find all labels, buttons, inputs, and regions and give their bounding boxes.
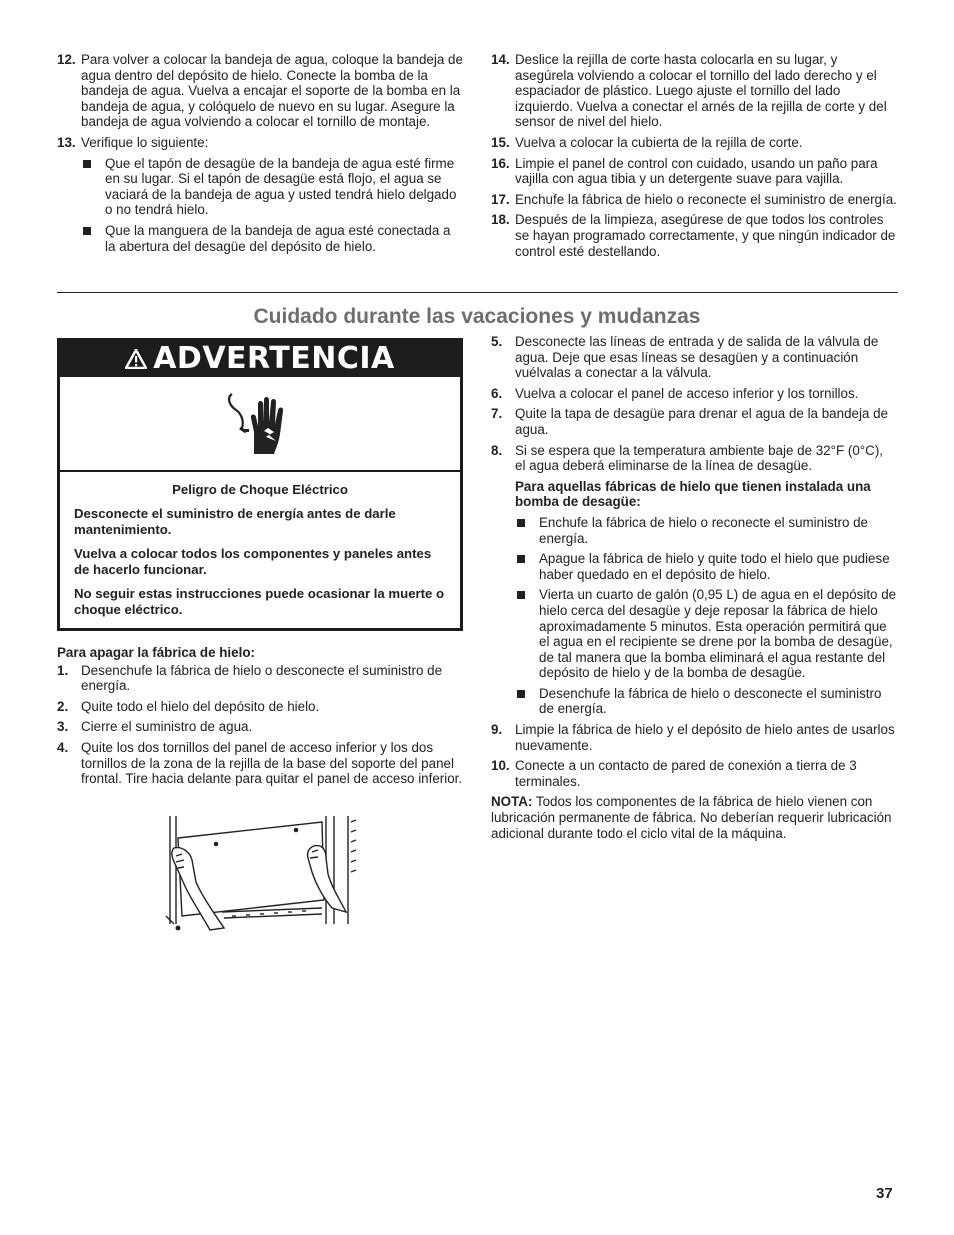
step-text: Después de la limpieza, asegúrese de que todos los controles se hayan programado correctamente, y que ningún indicador de control esté destellando. [515, 212, 896, 259]
list-item [57, 156, 463, 218]
step-number: 3. [57, 719, 69, 735]
warning-header [60, 341, 460, 377]
step-number: 9. [491, 722, 503, 738]
step-number: 1. [57, 662, 69, 678]
step-12 [57, 52, 463, 130]
bullet-text: Vierta un cuarto de galón (0,95 L) de agua en el depósito de hielo cerca del desagüe y deje reposar la fábrica de hielo aproximadamente 5 minutos. Esta operación permitirá que el agua en el recipiente se drene por la bomba de desagüe, de tal manera que la bomba eliminará el agua restante del depósito de hielo y de la bomba de desagüe. [539, 587, 897, 681]
step-text: Limpie el panel de control con cuidado, usando un paño para vajilla con agua tibia y un detergente suave para vajilla. [515, 155, 878, 187]
step-text: Desenchufe la fábrica de hielo o desconecte el suministro de energía. [81, 662, 443, 694]
right-column-lower [491, 334, 897, 841]
step-4 [57, 740, 463, 787]
step-number: 17. [491, 191, 510, 207]
note-label: NOTA: [491, 794, 533, 810]
list-item [491, 551, 897, 582]
warning-caption: Peligro de Choque Eléctrico [172, 482, 348, 497]
step-text: Quite la tapa de desagüe para drenar el agua de la bandeja de agua. [515, 406, 888, 437]
step-6 [491, 386, 897, 402]
section-title: Cuidado durante las vacaciones y mudanzas [253, 305, 701, 328]
warning-box [57, 338, 463, 631]
step-10 [491, 758, 897, 789]
step-number: 5. [491, 334, 503, 349]
step-text: Enchufe la fábrica de hielo o reconecte el suministro de energía. [515, 191, 897, 207]
step-text: Si se espera que la temperatura ambiente baje de 32°F (0°C), el agua deberá eliminarse de la línea de desagüe. [515, 442, 883, 474]
list-item [57, 223, 463, 254]
step-text: Para volver a colocar la bandeja de agua, coloque la bandeja de agua dentro del depósito de hielo. Conecte la bomba de la bandeja de agua. Vuelva a encajar el soporte de la bomba en la bandeja de agua, y colóquelo de nuevo en su lugar. Asegure la bandeja de agua volviendo a colocar el tornillo de montaje. [81, 52, 463, 130]
step-number: 18. [491, 212, 510, 228]
step-18 [491, 212, 897, 259]
note-text: Todos los componentes de la fábrica de hielo vienen con lubricación permanente de fábrica. No deberían requerir lubricación adicional durante todo el ciclo vital de la máquina. [491, 794, 892, 841]
step-text: Deslice la rejilla de corte hasta colocarla en su lugar, y asegúrela volviendo a colocar el tornillo del lado derecho y el espaciador de plástico. Luego ajuste el tornillo del lado izquierdo. Vuelva a conectar el arnés de la rejilla de corte y del sensor de nivel del hielo. [515, 52, 887, 130]
step-number: 7. [491, 406, 503, 422]
step-14 [491, 52, 897, 130]
bullet-icon [517, 519, 525, 527]
bullet-icon [517, 591, 525, 599]
step-15 [491, 135, 897, 151]
step-number: 15. [491, 134, 510, 150]
step-7 [491, 406, 897, 437]
bullet-text: Que el tapón de desagüe de la bandeja de agua esté firme en su lugar. Si el tapón de desagüe está flojo, el agua se vaciará de la bandeja de agua y usted tendrá hielo delgado o no tendrá hielo. [105, 155, 457, 218]
warning-title: ADVERTENCIA [153, 341, 395, 377]
step-number: 12. [57, 52, 76, 67]
list-item [491, 686, 897, 717]
step-13 [57, 135, 463, 151]
step-number: 13. [57, 134, 76, 150]
step-text: Limpie la fábrica de hielo y el depósito de hielo antes de usarlos nuevamente. [515, 722, 895, 753]
top-right-column [491, 52, 897, 264]
warning-triangle-icon [125, 349, 147, 369]
list-item [491, 587, 897, 681]
step-3 [57, 719, 463, 735]
top-left-column [57, 52, 463, 259]
warning-body [60, 472, 460, 618]
electric-shock-hand-icon [224, 388, 296, 460]
step-number: 2. [57, 698, 69, 714]
step-number: 4. [57, 739, 69, 755]
step-text: Desconecte las líneas de entrada y de salida de la válvula de agua. Deje que esas líneas se desagüen y a continuación vuélvalas a conectar a la válvula. [515, 334, 879, 381]
bullet-text: Desenchufe la fábrica de hielo o desconecte el suministro de energía. [539, 685, 882, 717]
step-1 [57, 663, 463, 694]
access-panel-hands-image [162, 812, 362, 932]
step-number: 6. [491, 385, 503, 401]
note-paragraph [491, 794, 897, 841]
warning-line: Desconecte el suministro de energía antes de darle mantenimiento. [74, 506, 396, 537]
step-text: Vuelva a colocar la cubierta de la rejilla de corte. [515, 134, 803, 150]
step-number: 16. [491, 155, 510, 171]
bullet-text: Apague la fábrica de hielo y quite todo el hielo que pudiese haber quedado en el depósito de hielo. [539, 551, 890, 582]
step-text: Cierre el suministro de agua. [81, 719, 253, 735]
step-5 [491, 334, 897, 381]
step-2 [57, 699, 463, 715]
bullet-text: Enchufe la fábrica de hielo o reconecte el suministro de energía. [539, 514, 869, 546]
step-8 [491, 443, 897, 474]
step-16 [491, 156, 897, 187]
bullet-icon [517, 690, 525, 698]
step-number: 8. [491, 442, 503, 458]
list-item [491, 515, 897, 546]
page-number: 37 [876, 1185, 893, 1202]
step-number: 14. [491, 52, 510, 67]
step-9 [491, 722, 897, 753]
step-text: Quite todo el hielo del depósito de hielo. [81, 698, 320, 714]
bullet-icon [83, 227, 91, 235]
pump-heading-text: Para aquellas fábricas de hielo que tienen instalada una bomba de desagüe: [515, 478, 871, 510]
shutdown-heading: Para apagar la fábrica de hielo: [57, 645, 255, 660]
bullet-icon [83, 160, 91, 168]
panel-removal-illustration [162, 812, 362, 936]
step-text: Quite los dos tornillos del panel de acceso inferior y los dos tornillos de la zona de la rejilla de la base del soporte del panel frontal. Tire hacia delante para quitar el panel de acceso inferior. [81, 739, 463, 787]
bullet-icon [517, 555, 525, 563]
shutdown-section [57, 645, 463, 792]
step-text: Verifique lo siguiente: [81, 134, 209, 150]
bullet-text: Que la manguera de la bandeja de agua esté conectada a la abertura del desagüe del depósito de hielo. [105, 222, 451, 254]
warning-line: Vuelva a colocar todos los componentes y paneles antes de hacerlo funcionar. [74, 546, 432, 577]
step-number: 10. [491, 758, 510, 774]
step-text: Vuelva a colocar el panel de acceso inferior y los tornillos. [515, 385, 859, 401]
section-divider [57, 292, 898, 293]
warning-illustration [60, 377, 460, 472]
step-17 [491, 192, 897, 208]
pump-heading [491, 479, 897, 510]
step-text: Conecte a un contacto de pared de conexión a tierra de 3 terminales. [515, 758, 857, 789]
warning-line: No seguir estas instrucciones puede ocasionar la muerte o choque eléctrico. [74, 586, 445, 617]
